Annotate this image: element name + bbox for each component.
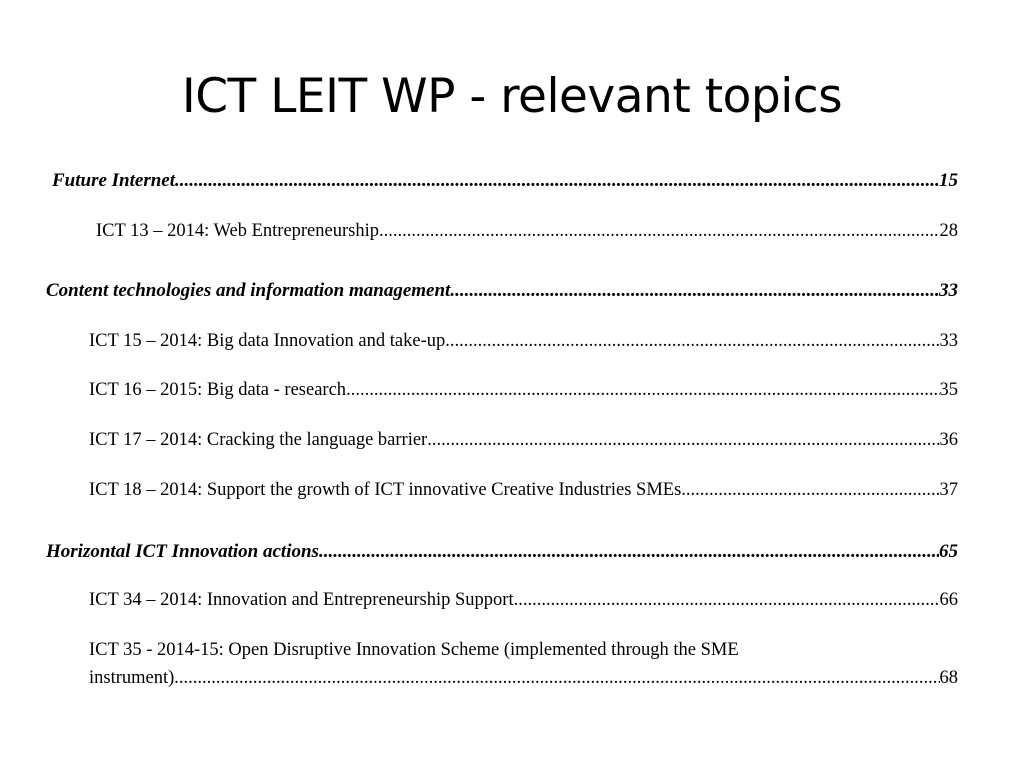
toc-entry-ict-34 [89, 588, 958, 612]
toc-page-number: 37 [939, 480, 958, 500]
toc-entry-label: ICT 16 – 2015: Big data - research [89, 380, 347, 400]
toc-dot-leader [445, 329, 939, 353]
toc-dot-leader [427, 428, 939, 452]
toc-dot-leader [450, 279, 939, 303]
toc-entry-ict-18 [89, 478, 958, 502]
toc-page-number: 33 [939, 331, 958, 351]
toc-dot-leader [379, 219, 940, 243]
toc-section-future-internet [52, 169, 958, 193]
toc-entry-ict-17 [89, 428, 958, 452]
toc-entry-label: ICT 17 – 2014: Cracking the language barrier [89, 430, 428, 450]
slide-title: ICT LEIT WP - relevant topics [181, 69, 843, 124]
toc-page-number: 66 [939, 590, 958, 610]
toc-section-horizontal-innovation [46, 540, 958, 564]
toc-dot-leader [514, 588, 940, 612]
toc-dot-leader [681, 478, 939, 502]
toc-entry-label: ICT 34 – 2014: Innovation and Entrepreneurship Support [89, 590, 514, 610]
toc-dot-leader [175, 169, 939, 193]
toc-dot-leader [174, 666, 939, 690]
toc-dot-leader [346, 378, 939, 402]
toc-section-label: Horizontal ICT Innovation actions [46, 541, 319, 562]
toc-entry-ict-16 [89, 378, 958, 402]
toc-section-label: Future Internet [52, 170, 176, 191]
toc-page-number: 36 [939, 430, 958, 450]
toc-entry-ict-15 [89, 329, 958, 353]
toc-page-number: 35 [939, 380, 958, 400]
toc-entry-label: ICT 13 – 2014: Web Entrepreneurship [96, 221, 379, 241]
toc-entry-ict-13 [96, 219, 958, 243]
toc-entry-label: ICT 15 – 2014: Big data Innovation and take-up [89, 331, 446, 351]
toc-page-number: 65 [939, 541, 958, 562]
toc-entry-label: instrument) [89, 668, 175, 688]
toc-section-label: Content technologies and information management [46, 280, 451, 301]
toc-page-number: 15 [939, 170, 958, 191]
toc-page-number: 68 [939, 668, 958, 688]
toc-dot-leader [319, 540, 939, 564]
toc-entry-ict-35 [89, 666, 958, 690]
toc-page-number: 28 [939, 221, 958, 241]
toc-entry-ict-35-first-line: ICT 35 - 2014-15: Open Disruptive Innovation Scheme (implemented through the SME [89, 640, 739, 660]
toc-page-number: 33 [939, 280, 958, 301]
toc-entry-label: ICT 18 – 2014: Support the growth of ICT innovative Creative Industries SMEs [89, 480, 682, 500]
toc-section-content-technologies [46, 279, 958, 303]
